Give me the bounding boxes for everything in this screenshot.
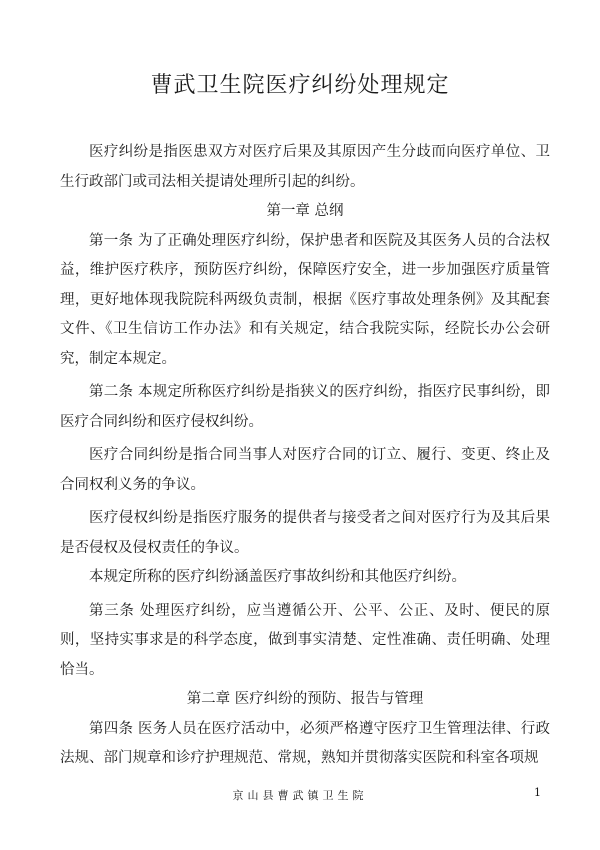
chapter-heading-1: 第一章 总纲	[266, 203, 344, 219]
article-2: 第二条 本规定所称医疗纠纷是指狭义的医疗纠纷，指医疗民事纠纷，即医疗合同纠纷和医疗侵权纠纷。	[60, 384, 550, 430]
document-body	[60, 134, 550, 774]
footer-organization: 京山县曹武镇卫生院	[232, 789, 368, 802]
document-title: 曹武卫生院医疗纠纷处理规定	[150, 73, 450, 98]
paragraph-contract-dispute: 医疗合同纠纷是指合同当事人对医疗合同的订立、履行、变更、终止及合同权利义务的争议。	[60, 447, 550, 493]
footer-page-number: 1	[534, 786, 541, 799]
paragraph-tort-dispute: 医疗侵权纠纷是指医疗服务的提供者与接受者之间对医疗行为及其后果是否侵权及侵权责任的争议。	[60, 510, 550, 556]
intro-paragraph: 医疗纠纷是指医患双方对医疗后果及其原因产生分歧而向医疗单位、卫生行政部门或司法相关提请处理所引起的纠纷。	[60, 144, 550, 190]
chapter-heading-2: 第二章 医疗纠纷的预防、报告与管理	[186, 691, 424, 707]
paragraph-scope: 本规定所称的医疗纠纷涵盖医疗事故纠纷和其他医疗纠纷。	[89, 569, 466, 585]
article-3: 第三条 处理医疗纠纷，应当遵循公开、公平、公正、及时、便民的原则，坚持实事求是的科学态度，做到事实清楚、定性准确、责任明确、处理恰当。	[60, 602, 550, 678]
article-1: 第一条 为了正确处理医疗纠纷，保护患者和医院及其医务人员的合法权益，维护医疗秩序，预防医疗纠纷，保障医疗安全，进一步加强医疗质量管理，更好地体现我院院科两级负责制，根据《医疗事故处理条例》及其配套文件、《卫生信访工作办法》和有关规定，结合我院实际，经院长办公会研究，制定本规定。	[60, 232, 550, 367]
article-4: 第四条 医务人员在医疗活动中，必须严格遵守医疗卫生管理法律、行政法规、部门规章和诊疗护理规范、常规，熟知并贯彻落实医院和科室各项规	[60, 720, 550, 766]
